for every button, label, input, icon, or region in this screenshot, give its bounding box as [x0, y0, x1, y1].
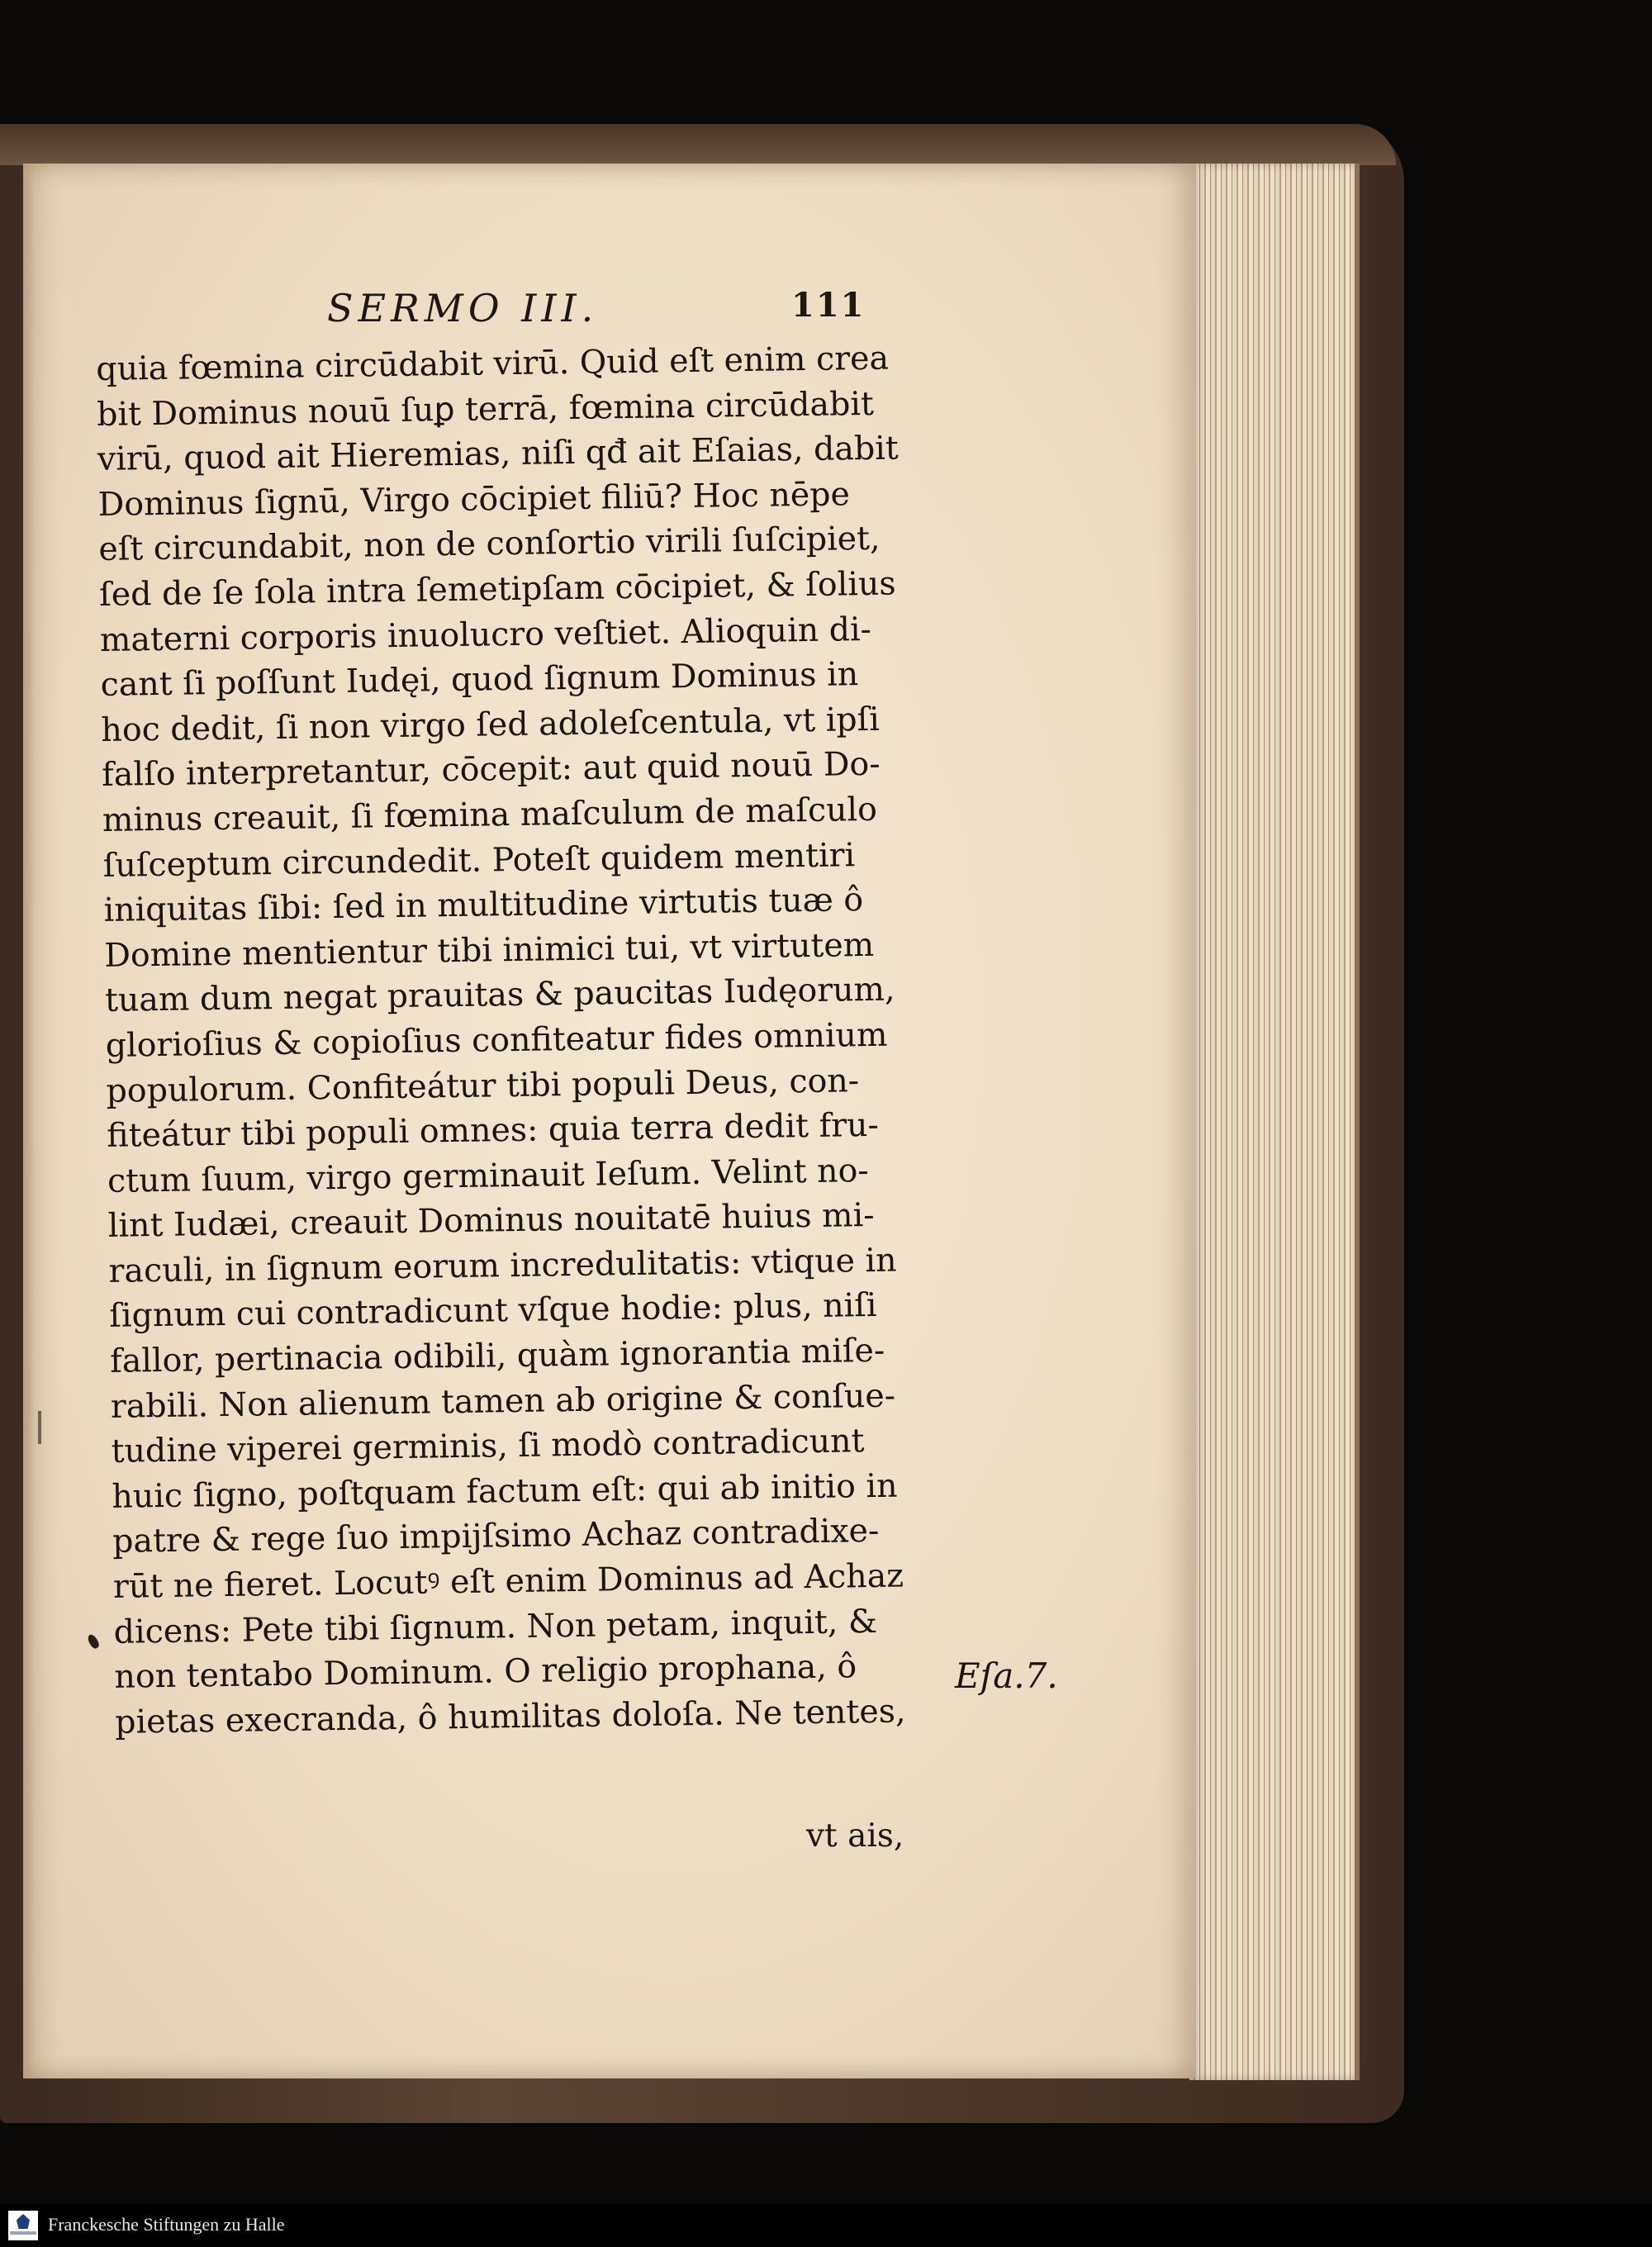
text-line: ſed de ſe ſola intra ſemetipſam cōcipiet, & ſolius [98, 564, 896, 614]
page-fore-edge [1189, 164, 1360, 2080]
text-line: cant ſi poſſunt Iudęi, quod ſignum Dominus in [100, 655, 859, 705]
text-line: dicens: Pete tibi ſignum. Non petam, inquit, & [113, 1602, 878, 1651]
text-line: patre & rege ſuo impijſsimo Achaz contradixe- [112, 1512, 880, 1561]
logo-emblem [17, 2214, 30, 2229]
institution-name: Franckesche Stiftungen zu Halle [48, 2214, 285, 2235]
text-line: pietas execranda, ô humilitas doloſa. Ne tentes, [114, 1692, 906, 1741]
text-line: ſuſceptum circundedit. Poteſt quidem mentiri [102, 835, 856, 885]
text-line: tuam dum negat prauitas & paucitas Iudęorum, [104, 970, 895, 1020]
page-gutter [23, 164, 35, 2078]
text-line: Domine mentientur tibi inimici tui, vt virtutem [103, 925, 875, 975]
text-line: raculi, in ſignum eorum incredulitatis: vtique in [108, 1241, 897, 1290]
text-line: falſo interpretantur, cōcepit: aut quid nouū Do- [101, 745, 881, 795]
text-line: fiteátur tibi populi omnes: quia terra dedit fru- [107, 1105, 880, 1155]
catchword: vt ais, [806, 1817, 904, 1855]
margin-smudge [38, 1411, 41, 1444]
text-line: ctum ſuum, virgo germinauit Ieſum. Velint no- [107, 1151, 870, 1200]
text-line: virū, quod ait Hieremias, niſi qđ ait Eſaias, dabit [97, 429, 900, 479]
text-line: eſt circundabit, non de conſortio virili ſuſcipiet, [98, 520, 881, 569]
book-cover-top-edge [0, 124, 1396, 165]
running-head [23, 286, 1196, 335]
logo-wordmark [10, 2231, 36, 2235]
running-head-title: SERMO III. [327, 286, 599, 330]
margin-pointer-mark [86, 1633, 101, 1651]
institution-logo-icon [8, 2211, 38, 2240]
text-line: glorioſius & copioſius confiteatur fides omnium [105, 1015, 888, 1065]
text-line: ſignum cui contradicunt vſque hodie: plus, niſi [109, 1286, 877, 1336]
text-line: non tentabo Dominum. O religio prophana, ô [114, 1647, 857, 1697]
text-line: hoc dedit, ſi non virgo ſed adoleſcentula, vt ipſi [101, 700, 881, 749]
text-line: populorum. Confiteátur tibi populi Deus, con- [106, 1061, 860, 1110]
folio-number: 111 [791, 286, 866, 325]
body-text [96, 335, 1016, 1745]
text-line: materni corporis inuolucro veſtiet. Alioquin di- [99, 610, 872, 659]
text-line: tudine viperei germinis, ſi modò contradicunt [111, 1422, 865, 1471]
text-line: lint Iudæi, creauit Dominus nouitatē huius mi- [107, 1196, 875, 1246]
text-line: quia fœmina circūdabit virū. Quid eſt enim crea [96, 339, 890, 388]
text-line: fallor, pertinacia odibili, quàm ignorantia miſe- [109, 1331, 885, 1380]
margin-note: Eſa.7. [955, 1656, 1058, 1696]
text-line: bit Dominus nouū ſuꝑ terrā, fœmina circūdabit [96, 384, 875, 434]
book-page [23, 164, 1196, 2078]
text-line: rūt ne fieret. Locutꝰ eſt enim Dominus ad Achaz [112, 1556, 904, 1606]
text-line: iniquitas ſibi: ſed in multitudine virtutis tuæ ô [103, 881, 864, 930]
footer-bar [0, 2204, 1652, 2247]
text-line: huic ſigno, poſtquam factum eſt: qui ab initio in [112, 1466, 898, 1516]
text-line: minus creauit, ſi fœmina maſculum de maſculo [102, 790, 878, 839]
text-line: rabili. Non alienum tamen ab origine & conſue- [110, 1376, 896, 1426]
text-line: Dominus ſignū, Virgo cōcipiet filiū? Hoc nēpe [97, 475, 851, 524]
